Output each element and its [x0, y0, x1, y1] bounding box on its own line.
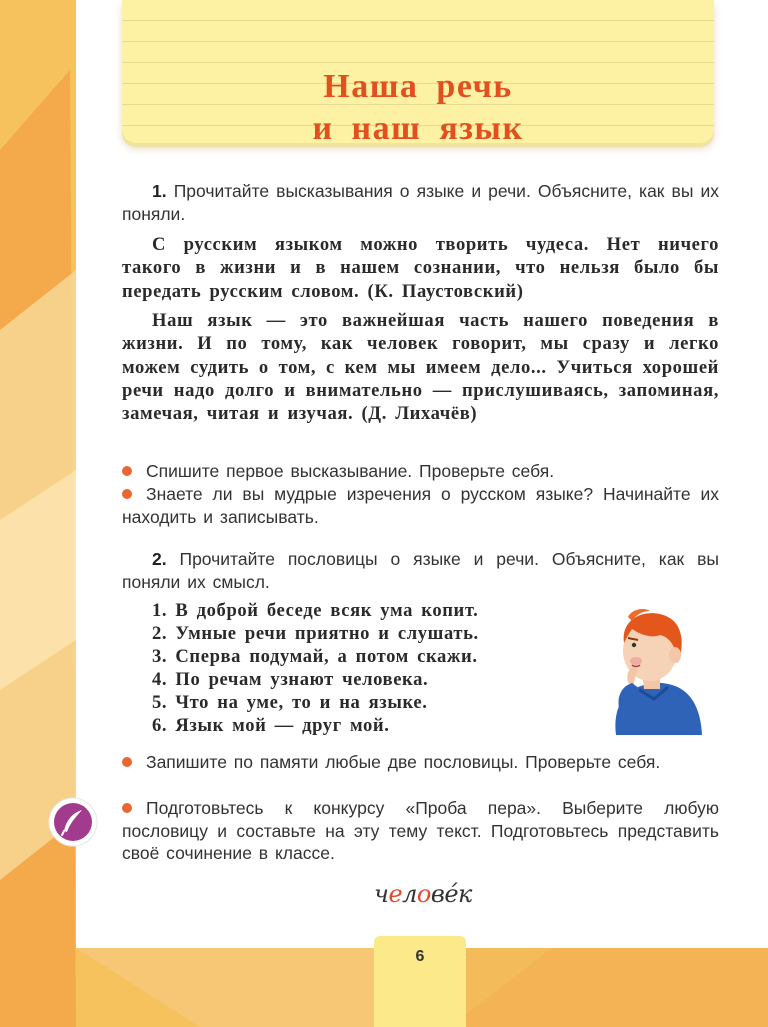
- pen-icon: [48, 797, 98, 847]
- bullet-icon: [122, 489, 132, 499]
- exercise-2-task-1: [122, 751, 719, 774]
- exercise-1-number: 1.: [152, 181, 167, 201]
- proverb-item: 1. В доброй беседе всяк ума копит.: [152, 600, 479, 621]
- boy-illustration: [598, 603, 710, 735]
- page-number-tab: [374, 936, 466, 1027]
- vocab-letter-highlighted: е: [388, 880, 403, 908]
- exercise-1-instruction: [122, 180, 719, 225]
- exercise-1-task-2: [122, 483, 719, 528]
- quote-paustovsky: С русским языком можно творить чудеса. Нет ничего такого в жизни и в нашем сознании, что нельзя было бы передать русским словом. (К. Паустовский): [122, 234, 719, 302]
- exercise-1-task-1-text: Спишите первое высказывание. Проверьте себя.: [146, 461, 555, 481]
- exercise-2-instruction: [122, 548, 719, 593]
- vocabulary-word: [374, 880, 472, 908]
- title-card: [122, 0, 714, 143]
- bullet-icon: [122, 803, 132, 813]
- exercise-2-task-2-text: Подготовьтесь к конкурсу «Проба пера». Выберите любую пословицу и составьте на эту тему текст. Подготовьтесь представить своё сочинение в классе.: [122, 798, 719, 863]
- proverb-item: 3. Сперва подумай, а потом скажи.: [152, 646, 478, 668]
- quote-likhachev: Наш язык — это важнейшая часть нашего поведения в жизни. И по тому, как человек говорит, мы сразу и легко можем судить о том, с кем мы имеем дело... Учиться хорошей речи надо долго и внимательно — прислушиваясь, запоминая, замечая, читая и изучая. (Д. Лихачёв): [122, 310, 719, 425]
- page-title-line-2: и наш язык: [312, 110, 524, 143]
- exercise-1-task-2-text: Знаете ли вы мудрые изречения о русском языке? Начинайте их находить и записывать.: [122, 484, 719, 527]
- bullet-icon: [122, 466, 132, 476]
- proverb-item: 2. Умные речи приятно и слушать.: [152, 623, 479, 645]
- proverb-item: 6. Язык мой — друг мой.: [152, 715, 390, 737]
- exercise-1-task-1: [122, 460, 719, 483]
- exercise-1-instruction-text: Прочитайте высказывания о языке и речи. Объясните, как вы их поняли.: [122, 181, 719, 224]
- page-number: 6: [415, 948, 425, 965]
- vocab-letter-highlighted: о: [416, 880, 431, 908]
- vocab-letter: ч: [374, 880, 389, 908]
- proverb-item: 5. Что на уме, то и на языке.: [152, 692, 428, 714]
- page-title-line-1: Наша речь: [323, 68, 513, 105]
- proverbs-list: [152, 599, 479, 738]
- exercise-2-instruction-text: Прочитайте пословицы о языке и речи. Объясните, как вы поняли их смысл.: [122, 549, 719, 592]
- proverb-item: 4. По речам узнают человека.: [152, 669, 429, 691]
- vocab-letter: л: [402, 880, 417, 908]
- bullet-icon: [122, 757, 132, 767]
- vocab-letter: ве́к: [430, 880, 472, 908]
- exercise-2-number: 2.: [152, 549, 167, 569]
- exercise-2-task-2: [122, 797, 719, 865]
- exercise-2-task-1-text: Запишите по памяти любые две пословицы. Проверьте себя.: [146, 752, 661, 772]
